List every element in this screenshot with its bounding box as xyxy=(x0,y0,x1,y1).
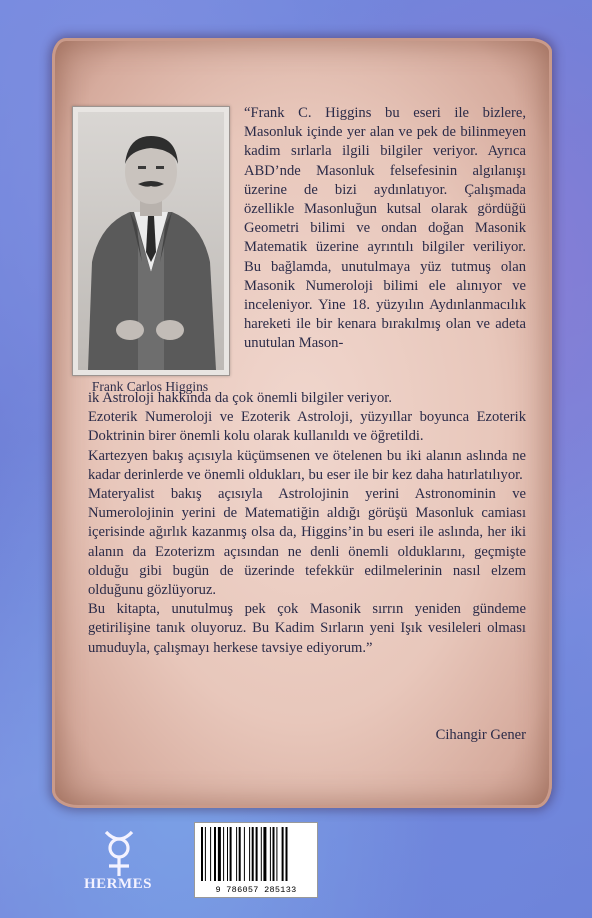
barcode-bar xyxy=(256,827,258,881)
quote-paragraph: Materyalist bakış açısıyla Astrolojinin yerini Astronominin ve Numerolojinin yerini de Matematiğin aldığı görüşü Masonluk camiası içerisinde ağırlık kazanmış olsa da, Higgins’in bu eseri ile aslında, her iki alanın da Ezoterizm açısından ne denli önemli olduklarını, geçmişte olduğu gibi bugün de üzerinde tefekkür edilmelerinin nasıl elzem olduğunu gözlüyoruz. xyxy=(88,486,526,599)
barcode-bar xyxy=(201,827,203,881)
barcode-bar xyxy=(205,827,206,881)
quote-column-top xyxy=(244,104,526,354)
barcode-bar xyxy=(244,827,245,881)
barcode-bar xyxy=(218,827,221,881)
photo-caption: Frank Carlos Higgins xyxy=(91,379,209,394)
barcode-bar xyxy=(227,827,228,881)
barcode-bar xyxy=(249,827,250,881)
barcode-bar xyxy=(273,827,275,881)
quote-paragraph: Ezoterik Numeroloji ve Ezoterik Astroloji, yüzyıllar boyunca Ezoterik Doktrinin birer önemli kolu olarak kullanıldı ve öğretildi. xyxy=(88,409,526,445)
barcode-number: 9 786057 285133 xyxy=(215,885,297,895)
barcode-bar xyxy=(236,827,237,881)
isbn-barcode xyxy=(194,822,318,898)
barcode-bar xyxy=(282,827,284,881)
barcode-bar xyxy=(214,827,216,881)
quote-paragraph-top: “Frank C. Higgins bu eseri ile bizlere, Masonluk içinde yer alan ve pek de bilinmeyen kadim sırlarla ilgili bilgiler veriyor. Ayrıca ABD’nde Masonluk felsefesinin algılanışı üzerine de bizi aydınlatıyor. Çalışmada özellikle Masonluğun kutsal olarak gördüğü Geometri bilimi ve ondan doğan Masonik Matematik üzerine ayrıntılı bilgiler veriliyor. Bu bağlamda, unutulmaya yüz tutmuş olan Masonik Numeroloji bilimi ele alınıyor ve inceleniyor. Yine 18. yüzyılın Aydınlanmacılık hareketi ile bir kenara bırakılmış olan ve adeta unutulan Mason- xyxy=(244,105,526,352)
barcode-bar xyxy=(230,827,232,881)
barcode-bar xyxy=(286,827,288,881)
barcode-bar xyxy=(263,827,266,881)
barcode-bar xyxy=(276,827,277,881)
quote-paragraph: Bu kitapta, unutulmuş pek çok Masonik sırrın yeniden gündeme getirilişine tanık oluyoruz. Bu Kadim Sırların yeni Işık vesileleri olması umuduyla, çalışmayı herkese tavsiye ediyorum.” xyxy=(88,601,526,656)
barcode-bar xyxy=(261,827,262,881)
barcode-bar xyxy=(223,827,224,881)
author-photo xyxy=(72,106,230,376)
barcode-bar xyxy=(239,827,241,881)
quote-signature: Cihangir Gener xyxy=(435,727,526,743)
barcode-bar xyxy=(210,827,211,881)
publisher-name: HERMES xyxy=(83,876,152,892)
barcode-bars xyxy=(199,827,313,881)
quote-paragraph: Kartezyen bakış açısıyla küçümsenen ve ötelenen bu iki alanın aslında ne kadar derinlerde ve önemli oldukları, bu eser ile bir kez daha hatırlatılıyor. xyxy=(88,447,526,483)
author-portrait-image xyxy=(78,112,224,370)
barcode-bar xyxy=(270,827,271,881)
quote-paragraph: ik Astroloji hakkında da çok önemli bilgiler veriyor. xyxy=(88,390,392,406)
quote-column-bottom xyxy=(88,389,526,658)
barcode-bar xyxy=(252,827,254,881)
